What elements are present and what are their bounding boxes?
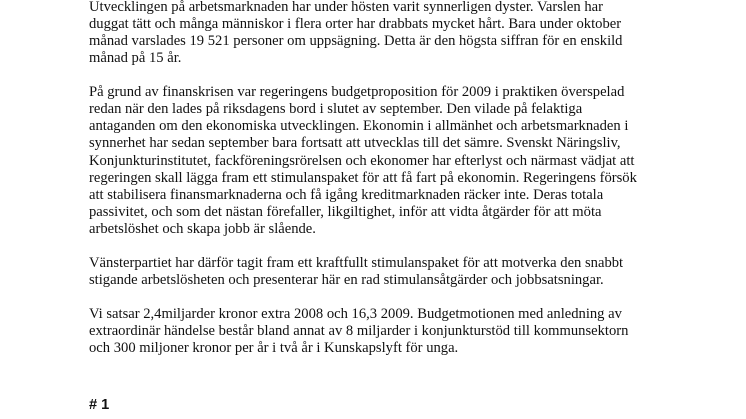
text-line: redan när den lades på riksdagens bord i slutet av september. Den vilade på felaktiga	[89, 101, 583, 118]
text-line: Konjunkturinstitutet, fackföreningsrörelsen och ekonomer har efterlyst och närmast vädjat att	[89, 152, 635, 169]
section-heading: # 1	[89, 397, 110, 413]
paragraph-labor-market	[89, 0, 689, 67]
text-line: duggat tätt och många människor i flera orter har drabbats mycket hårt. Bara under oktober	[89, 16, 622, 33]
paragraph-stimulus-package	[89, 255, 689, 289]
text-line: regeringen skall lägga fram ett stimulanspaket för att få fart på ekonomin. Regeringens försök	[89, 169, 637, 186]
paragraph-budget-motion	[89, 306, 689, 357]
text-line: antaganden om den ekonomiska utvecklingen. Ekonomin i allmänhet och arbetsmarknaden i	[89, 118, 629, 135]
text-line: Vi satsar 2,4miljarder kronor extra 2008 och 16,3 2009. Budgetmotionen med anledning av	[89, 305, 622, 322]
text-line: Utvecklingen på arbetsmarknaden har under hösten varit synnerligen dyster. Varslen har	[89, 0, 603, 15]
text-line: På grund av finanskrisen var regeringens budgetproposition för 2009 i praktiken överspelad	[89, 84, 625, 101]
text-line: månad varslades 19 521 personer om uppsägning. Detta är den högsta siffran för en enskild	[89, 33, 623, 50]
text-line: arbetslöshet och skapa jobb är slående.	[89, 220, 316, 237]
text-line: extraordinär händelse består bland annat av 8 miljarder i konjunkturstöd till kommunsektorn	[89, 322, 629, 339]
text-line: och 300 miljoner kronor per år i två år i Kunskapslyft för unga.	[89, 339, 459, 356]
paragraph-budget-proposition	[89, 84, 689, 238]
text-line: att stabilisera finansmarknaderna och få igång kreditmarknaden räcker inte. Deras totala	[89, 186, 604, 203]
text-line: månad på 15 år.	[89, 50, 182, 67]
text-line: passivitet, och som det nästan förefaller, likgiltighet, inför att vidta åtgärder för att möta	[89, 203, 602, 220]
text-line: stigande arbetslösheten och presenterar här en rad stimulansåtgärder och jobbsatsningar.	[89, 271, 604, 288]
text-line: Vänsterpartiet har därför tagit fram ett kraftfullt stimulanspaket för att motverka den snabbt	[89, 254, 624, 271]
document-body	[89, 0, 689, 374]
text-line: synnerhet har sedan september bara fortsatt att utvecklas till det sämre. Svenskt Näringsliv,	[89, 135, 621, 152]
